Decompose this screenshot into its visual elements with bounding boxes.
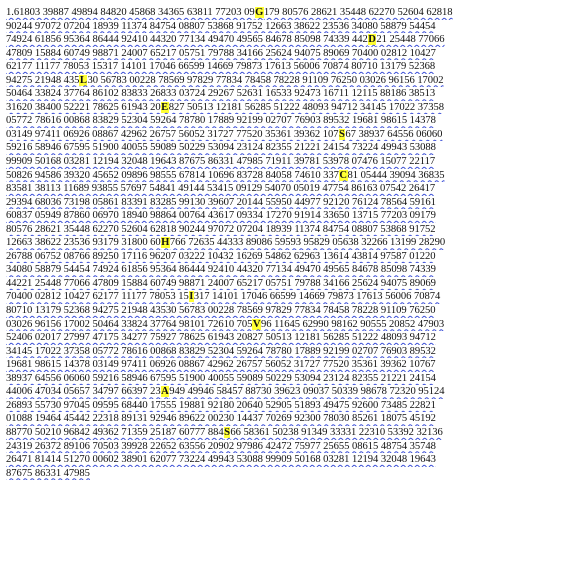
text-line: 94275 21948 435L30 56783 00228 78569 97829 77834 78458 78228 91109 76250 03026 96156 17002 [6,74,444,86]
text-line: 52406 02017 27997 47175 34277 75927 78625 61943 20827 50513 12181 56285 51222 48093 94712 [6,332,436,344]
text-line: 50826 94586 39320 45652 09896 98555 67814 10696 83728 84058 74610 337C81 05444 39094 36835 [6,169,445,181]
text-line: 80710 13179 52368 94275 21948 43530 56783 00228 78569 97829 77834 78458 78228 91109 76250 [6,305,436,317]
document-page [6,6,566,566]
text-line: 47809 15884 60749 98871 24007 65217 05751 79788 34166 25624 94075 89069 70400 02812 10427 [6,47,436,59]
text-line: 03026 96156 17002 50464 33824 37764 98101 72610 705V96 11645 62990 98162 90555 20852 47903 [6,318,445,330]
highlighted-letter: S [339,128,345,140]
text-line: 60837 05949 87860 06970 18940 98864 00764 43617 09334 17270 91914 33650 13715 77203 09179 [6,210,436,222]
highlighted-letter: G [255,7,264,18]
text-line: 59216 58946 67595 51900 40055 59089 50229 53094 23124 82355 21221 24154 73224 49943 53088 [6,142,436,154]
text-line: 70400 02812 10427 62177 11177 78053 15I317 14101 17046 66599 14669 79873 17613 56006 70874 [6,291,441,303]
highlighted-letter: C [339,169,348,181]
text-line: 03149 97411 06926 08867 42962 26757 56052 31727 77520 35361 39362 107S67 38937 64556 06060 [6,128,443,140]
text-line: 88770 50210 96842 49362 71359 25187 60777 884S66 58361 50238 91349 33331 22310 53392 32136 [6,426,443,438]
text-line: 01088 19464 45442 22318 89131 92946 89622 00230 14437 70269 92300 78030 85261 18075 45192 [6,413,436,425]
text-line: 34080 58879 54454 74924 61856 95364 86444 92410 44320 77134 49470 49565 84678 85098 74339 [6,264,436,276]
text-line: 44221 25448 77066 47809 15884 60749 98871 24007 65217 05751 79788 34166 25624 94075 89069 [6,277,436,289]
text-line: 29394 68036 73198 05861 83391 83285 99130 39607 20144 55950 44977 92120 76124 78564 59161 [6,196,436,208]
text-line: 99909 50168 03281 12194 32048 19643 87675 86331 47985 71911 39781 53978 07476 15077 22117 [6,156,436,168]
text-line: 83581 38113 11689 93855 57697 54841 49144 53415 09129 54070 05019 47754 86163 07542 26417 [6,183,436,195]
text-line: 24319 26372 89106 70503 39928 22652 63556 20902 97986 42472 75977 25655 08615 48754 35748 [6,440,436,452]
text-line: 34145 17022 37358 05772 78616 00868 83829 52304 59264 78780 17889 92199 02707 76903 89532 [6,345,436,357]
highlighted-letter: D [368,34,376,46]
text-line: 1.61803 39887 49894 84820 45868 34365 63811 77203 09G179 80576 28621 35448 62270 52604 62818 [6,7,453,18]
text-line: 26788 06752 08766 89250 17116 96207 03222 10432 16269 54862 62963 13614 43814 97587 01220 [6,250,436,262]
text-line: 26893 55730 97045 09595 68440 17555 19881 92180 20640 52905 51893 49475 92600 73485 22821 [6,399,436,411]
text-line: 62177 11177 78053 15317 14101 17046 66599 14669 79873 17613 56006 70874 80710 13179 52368 [6,61,436,73]
text-line: 50464 33824 37764 86102 83833 26833 03724 29267 52631 16533 92473 16711 12115 88186 38513 [6,88,436,100]
highlighted-letter: E [161,101,169,113]
text-line: 74924 61856 95364 86444 92410 44320 77134 49470 49565 84678 85098 74339 442D21 25448 77066 [6,34,445,46]
highlighted-letter: H [161,237,170,249]
text-line: 19681 98615 14378 03149 97411 06926 08867 42962 26757 56052 31727 77520 35361 39362 10767 [6,359,436,371]
text-line: 44006 47034 05657 34797 66397 23A949 49946 58457 88730 39623 09037 50339 98678 72320 95124 [6,386,445,398]
highlighted-letter: I [189,291,194,303]
text-line: 12663 38622 23536 93179 31800 60H766 72635 44333 89086 59593 95829 05638 32266 13199 28290 [6,237,446,249]
text-line: 87675 86331 47985 [6,467,90,479]
text-line: 05772 78616 00868 83829 52304 59264 78780 17889 92199 02707 76903 89532 19681 98615 14378 [6,115,436,127]
highlighted-letter: A [161,386,169,398]
text-line: 26471 81414 51270 00602 38901 62077 73224 49943 53088 99909 50168 03281 12194 32048 19643 [6,454,436,466]
text-line: 80576 28621 35448 62270 52604 62818 90244 97072 07204 18939 11374 84754 08807 53868 91752 [6,223,436,235]
highlighted-letter: V [252,318,261,330]
highlighted-letter: S [224,426,230,438]
text-line: 38937 64556 06060 59216 58946 67595 51900 40055 59089 50229 53094 23124 82355 21221 24154 [6,372,436,384]
text-line: 90244 97072 07204 18939 11374 84754 08807 53868 91752 12663 38622 23536 34080 58879 54454 [6,20,436,32]
text-line: 31620 38400 52221 78625 61943 20E827 50513 12181 56285 51222 48093 94712 34145 17022 37358 [6,101,444,113]
highlighted-letter: L [79,74,87,86]
